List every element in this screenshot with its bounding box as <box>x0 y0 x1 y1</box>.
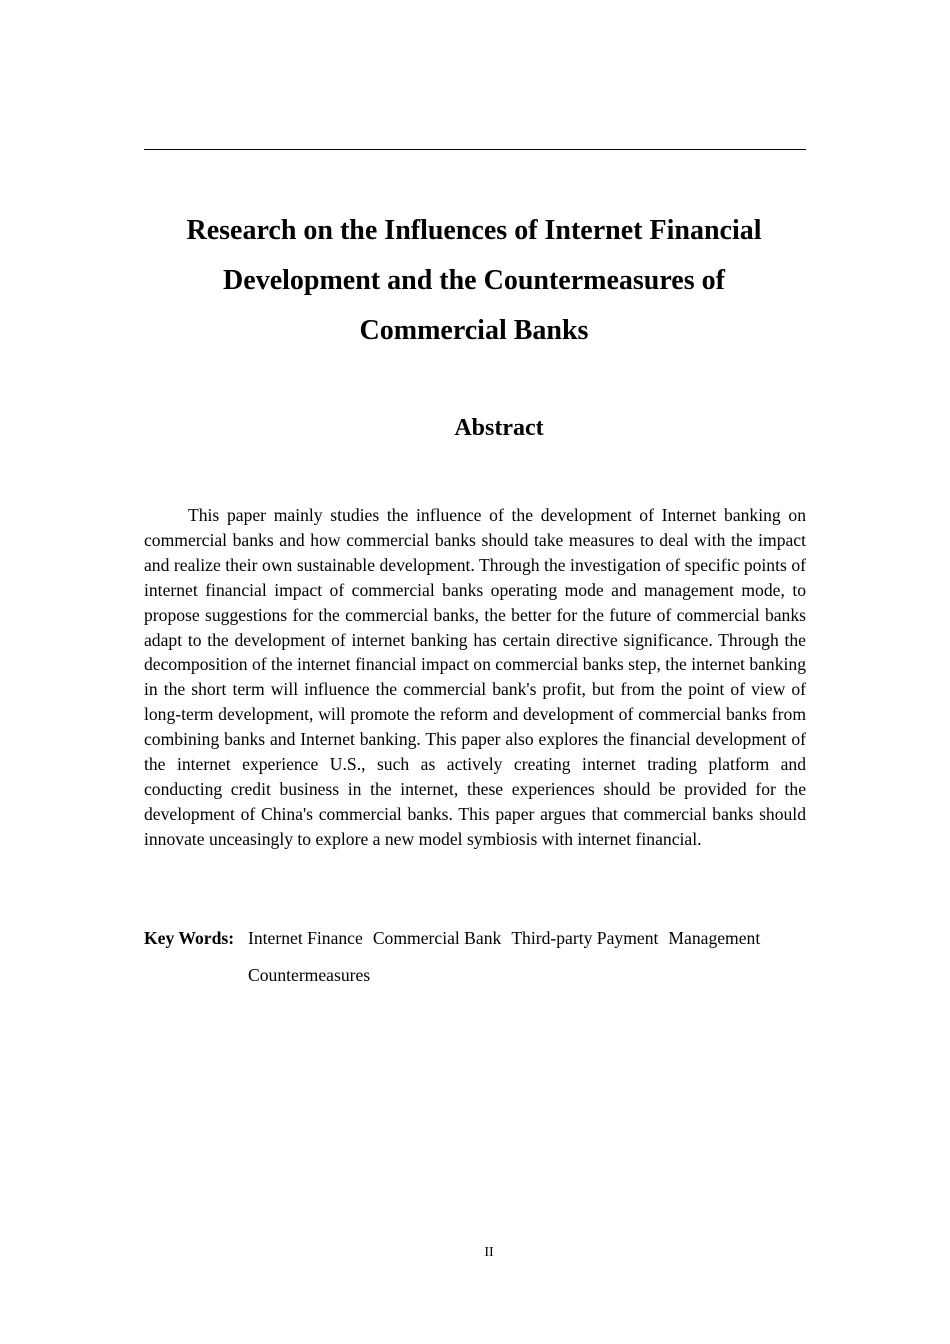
paper-title <box>144 206 804 356</box>
keywords-label: Key Words: <box>144 928 235 948</box>
page-number: II <box>484 1245 494 1260</box>
keyword-item: Internet Finance <box>248 928 363 948</box>
keywords-section <box>144 925 824 989</box>
paper-title-line-2: Development and the Countermeasures of <box>223 265 725 296</box>
keyword-item: Commercial Bank <box>372 928 502 948</box>
keyword-item: Countermeasures <box>248 965 371 985</box>
keywords-row-2 <box>144 962 824 989</box>
paper-title-line-1: Research on the Influences of Internet Financial <box>186 215 762 246</box>
abstract-heading: Abstract <box>454 415 544 441</box>
keyword-item: Third-party Payment <box>511 928 659 948</box>
keywords-row-1 <box>144 925 824 952</box>
paper-title-line-3: Commercial Banks <box>359 315 589 346</box>
keyword-item: Management <box>668 928 761 948</box>
abstract-body: This paper mainly studies the influence of the development of Internet banking on commercial banks and how commercial banks should take measures to deal with the impact and realize their own sustainable development. Through the investigation of specific points of internet financial impact of commercial banks operating mode and management mode, to propose suggestions for the commercial banks, the better for the future of commercial banks adapt to the development of internet banking has certain directive significance. Through the decomposition of the internet financial impact on commercial banks step, the internet banking in the short term will influence the commercial bank's profit, but from the point of view of long-term development, will promote the reform and development of commercial banks from combining banks and Internet banking. This paper also explores the financial development of the internet experience U.S., such as actively creating internet trading platform and conducting credit business in the internet, these experiences should be provided for the development of China's commercial banks. This paper argues that commercial banks should innovate unceasingly to explore a new model symbiosis with internet financial. <box>144 505 807 849</box>
header-rule <box>144 149 806 150</box>
